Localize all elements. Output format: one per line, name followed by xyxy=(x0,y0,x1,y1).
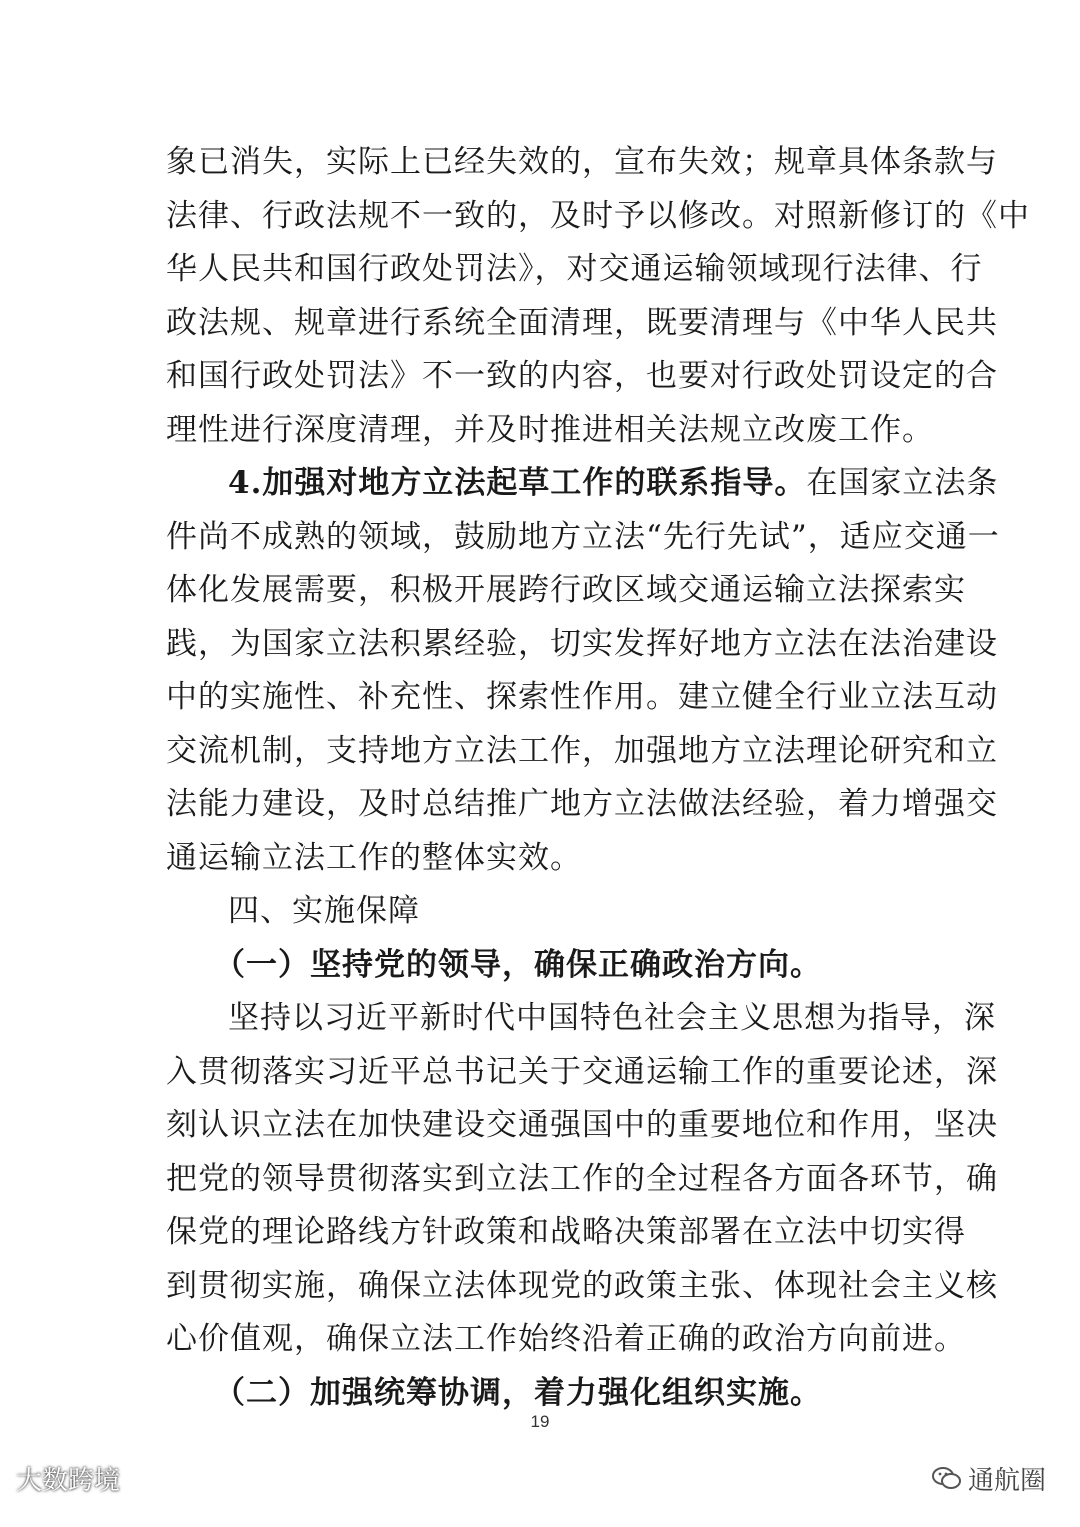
text-line: 法律、行政法规不一致的，及时予以修改。对照新修订的《中 xyxy=(166,197,1030,234)
sub-heading-1: （一）坚持党的领导，确保正确政治方向。 xyxy=(214,946,822,983)
watermark-right-text: 通航圈 xyxy=(968,1466,1047,1496)
text-line: 把党的领导贯彻落实到立法工作的全过程各方面各环节，确 xyxy=(166,1160,998,1197)
section-4-lead: 4.加强对地方立法起草工作的联系指导。 xyxy=(228,465,807,501)
text-line: 保党的理论路线方针政策和战略决策部署在立法中切实得 xyxy=(166,1214,966,1250)
text-line: 刻认识立法在加快建设交通强国中的重要地位和作用，坚决 xyxy=(166,1107,998,1143)
text-line: 中的实施性、补充性、探索性作用。建立健全行业立法互动 xyxy=(166,679,998,715)
text-line: 法能力建设，及时总结推广地方立法做法经验，着力增强交 xyxy=(166,786,998,822)
watermark-right xyxy=(932,1460,1046,1497)
text-line: 坚持以习近平新时代中国特色社会主义思想为指导，深 xyxy=(228,1000,996,1036)
text-line: 心价值观，确保立法工作始终沿着正确的政治方向前进。 xyxy=(166,1321,966,1357)
text-line: 体化发展需要，积极开展跨行政区域交通运输立法探索实 xyxy=(166,572,966,608)
watermark-left xyxy=(16,1460,120,1497)
text-line: 践，为国家立法积累经验，切实发挥好地方立法在法治建设 xyxy=(166,625,998,662)
text-line: 政法规、规章进行系统全面清理，既要清理与《中华人民共 xyxy=(166,304,998,341)
text-line: 到贯彻实施，确保立法体现党的政策主张、体现社会主义核 xyxy=(166,1267,998,1304)
section-4-first-line-rest: 在国家立法条 xyxy=(806,465,999,501)
text-line: 入贯彻落实习近平总书记关于交通运输工作的重要论述，深 xyxy=(166,1053,998,1090)
text-line: 理性进行深度清理，并及时推进相关法规立改废工作。 xyxy=(166,411,934,448)
text-line: 华人民共和国行政处罚法》，对交通运输领域现行法律、行 xyxy=(166,251,983,287)
page-number: 19 xyxy=(530,1412,550,1431)
text-line: 象已消失，实际上已经失效的，宣布失效；规章具体条款与 xyxy=(166,144,998,180)
text-line: 和国行政处罚法》不一致的内容，也要对行政处罚设定的合 xyxy=(166,358,998,394)
section-4-first-line xyxy=(166,457,999,511)
text-line: 通运输立法工作的整体实效。 xyxy=(166,839,582,876)
text-line: 件尚不成熟的领域，鼓励地方立法“先行先试”，适应交通一 xyxy=(166,518,1000,555)
watermark-left-text: 大数跨境 xyxy=(16,1466,121,1496)
document-body xyxy=(166,136,1030,1420)
text-line: 交流机制，支持地方立法工作，加强地方立法理论研究和立 xyxy=(166,732,998,769)
sub-heading-2: （二）加强统筹协调，着力强化组织实施。 xyxy=(214,1374,822,1411)
wechat-icon xyxy=(932,1466,962,1492)
section-heading: 四、实施保障 xyxy=(228,893,420,929)
